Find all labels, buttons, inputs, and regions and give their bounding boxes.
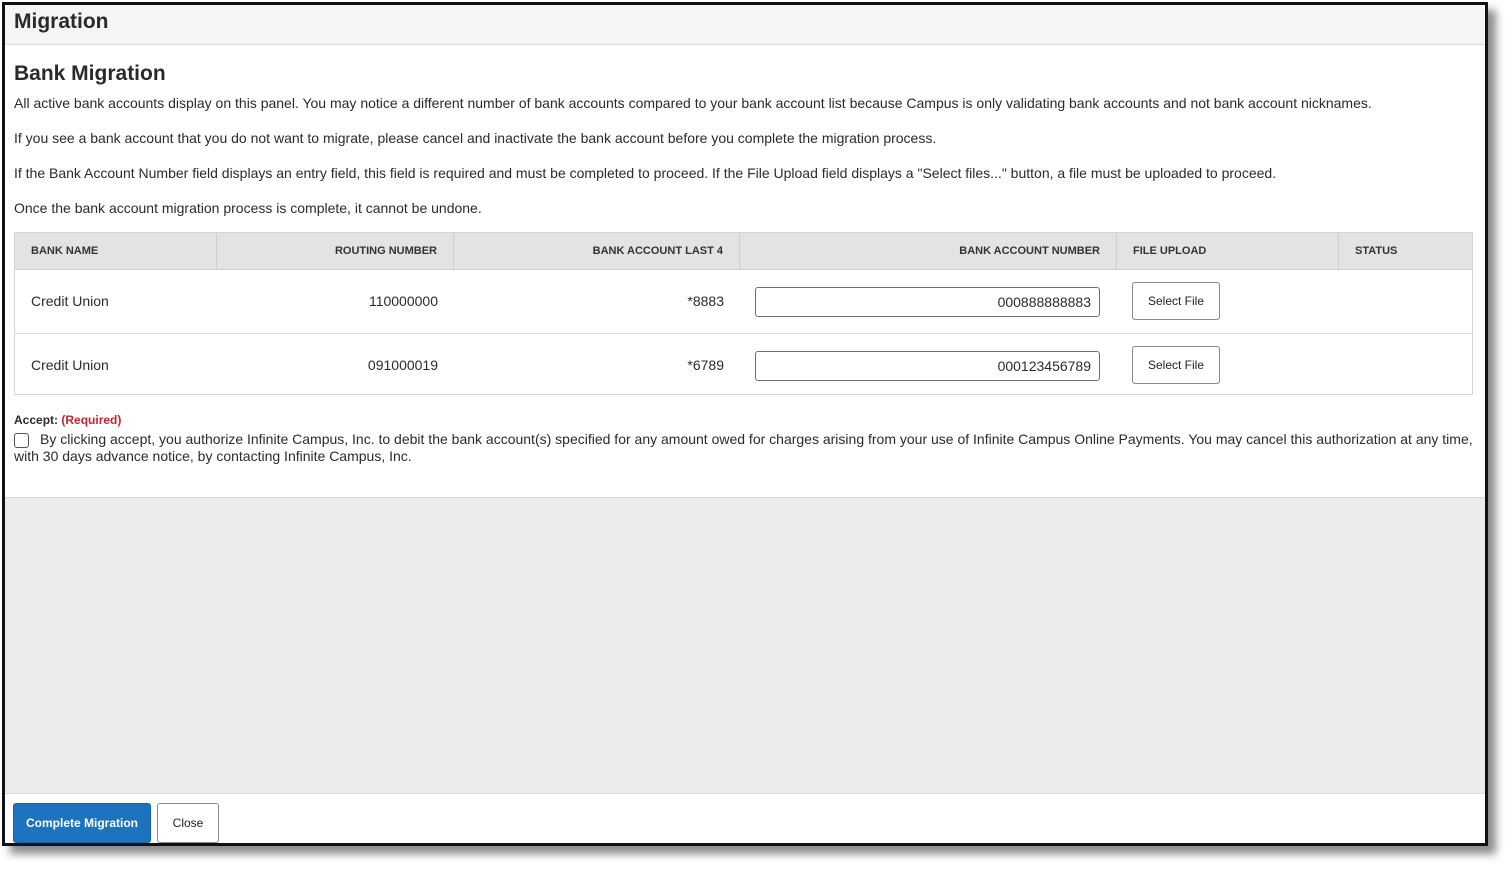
- action-bar: [5, 793, 1485, 844]
- required-indicator: (Required): [61, 413, 122, 427]
- bank-accounts-table: [14, 232, 1473, 395]
- window-title: Migration: [14, 10, 109, 33]
- column-header-file-upload[interactable]: FILE UPLOAD: [1117, 233, 1339, 269]
- select-file-button[interactable]: Select File: [1132, 282, 1220, 320]
- account-number-input[interactable]: [755, 351, 1100, 381]
- bank-migration-panel: [5, 45, 1485, 498]
- accept-authorization-text: By clicking accept, you authorize Infinite Campus, Inc. to debit the bank account(s) specified for any amount owed for charges arising from your use of Infinite Campus Online Payments. You may cancel this authorization at any time, with 30 days advance notice, by contacting Infinite Campus, Inc.: [14, 431, 1473, 464]
- account-last4-cell: *8883: [687, 293, 724, 309]
- table-row: [15, 334, 1472, 397]
- column-header-routing-number[interactable]: ROUTING NUMBER: [217, 233, 454, 269]
- column-header-account-number[interactable]: BANK ACCOUNT NUMBER: [740, 233, 1117, 269]
- column-header-bank-name[interactable]: BANK NAME: [15, 233, 217, 269]
- info-paragraph: If you see a bank account that you do not want to migrate, please cancel and inactivate the bank account before you complete the migration process.: [14, 130, 937, 146]
- info-paragraph: All active bank accounts display on this panel. You may notice a different number of bank accounts compared to your bank account list because Campus is only validating bank accounts and not bank account nicknames.: [14, 95, 1372, 111]
- column-header-status[interactable]: STATUS: [1355, 245, 1398, 257]
- select-file-button[interactable]: Select File: [1132, 346, 1220, 384]
- complete-migration-button[interactable]: Complete Migration: [13, 803, 151, 843]
- bank-name-cell: Credit Union: [31, 357, 109, 373]
- accept-label: [14, 413, 121, 427]
- page-title: Bank Migration: [14, 62, 166, 85]
- table-header: [15, 233, 1472, 270]
- accept-label-text: Accept:: [14, 413, 59, 427]
- status-cell: [1339, 270, 1472, 333]
- routing-number-cell: 110000000: [368, 293, 438, 309]
- account-last4-cell: *6789: [687, 357, 724, 373]
- accept-checkbox[interactable]: [14, 433, 29, 448]
- status-cell: [1339, 334, 1472, 397]
- info-paragraph: Once the bank account migration process is complete, it cannot be undone.: [14, 200, 482, 216]
- title-bar: [5, 5, 1485, 45]
- migration-window: [2, 2, 1488, 846]
- account-number-input[interactable]: [755, 287, 1100, 317]
- bank-name-cell: Credit Union: [31, 293, 109, 309]
- routing-number-cell: 091000019: [367, 357, 438, 373]
- close-button[interactable]: Close: [157, 803, 219, 843]
- column-header-account-last4[interactable]: BANK ACCOUNT LAST 4: [454, 233, 740, 269]
- info-paragraph: If the Bank Account Number field displays an entry field, this field is required and must be completed to proceed. If the File Upload field displays a "Select files..." button, a file must be uploaded to proceed.: [14, 165, 1277, 181]
- table-row: [15, 270, 1472, 334]
